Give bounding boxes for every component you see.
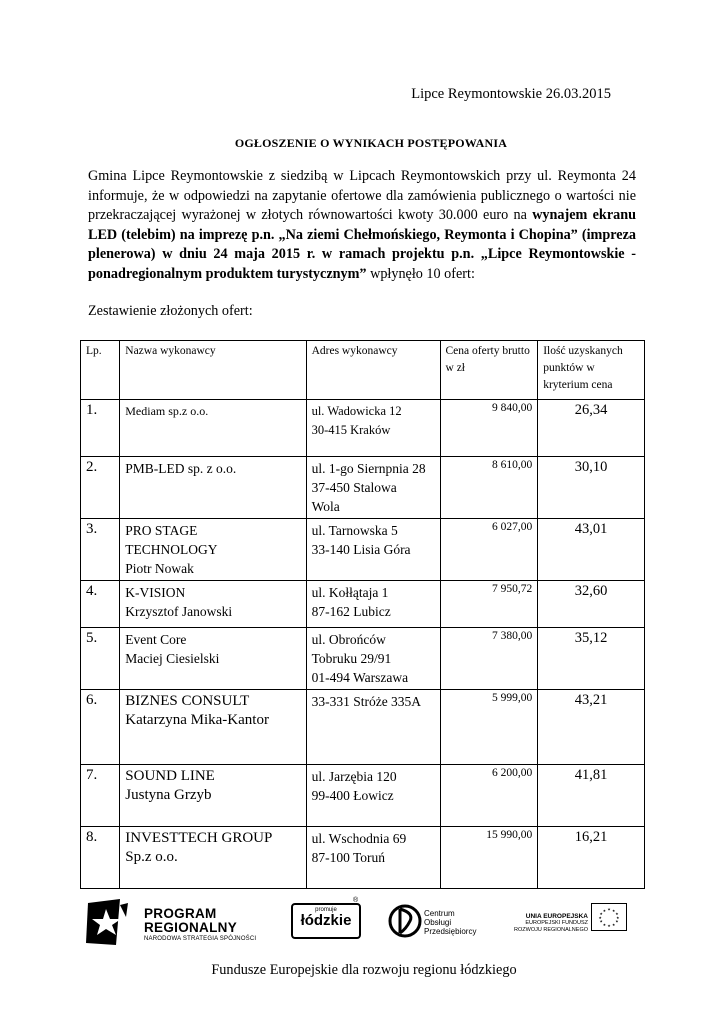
table-row xyxy=(81,690,645,765)
row-points: 32,60 xyxy=(538,581,645,628)
table-row xyxy=(81,457,645,519)
address-line: 01-494 Warszawa xyxy=(311,670,409,685)
svg-text:★: ★ xyxy=(616,915,620,920)
program-line-2: REGIONALNY xyxy=(144,920,238,935)
row-lp: 4. xyxy=(81,581,120,628)
row-lp: 3. xyxy=(81,519,120,581)
row-address xyxy=(306,690,440,765)
name-line: Event Core xyxy=(125,632,187,647)
name-line: Katarzyna Mika-Kantor xyxy=(125,712,269,728)
intro-text-end: wpłynęło 10 ofert: xyxy=(366,265,475,282)
table-row xyxy=(81,581,645,628)
row-name xyxy=(120,400,306,457)
svg-text:★: ★ xyxy=(611,922,616,927)
header-name: Nazwa wykonawcy xyxy=(120,341,306,400)
name-line: INVESTTECH GROUP xyxy=(125,830,273,846)
name-line: Piotr Nowak xyxy=(125,561,194,576)
name-line: Sp.z o.o. xyxy=(125,849,178,865)
offers-table xyxy=(80,340,645,889)
document-title: OGŁOSZENIE O WYNIKACH POSTĘPOWANIA xyxy=(234,136,508,150)
name-line: BIZNES CONSULT xyxy=(125,693,250,709)
header-points: Ilość uzyskanych punktów w kryterium cena xyxy=(538,341,645,400)
address-line: Tobruku 29/91 xyxy=(311,651,392,666)
eu-flag-icon xyxy=(591,903,627,931)
name-line: Krzysztof Janowski xyxy=(125,604,233,619)
row-name xyxy=(120,628,306,690)
name-line: PRO STAGE xyxy=(125,523,198,538)
row-points: 26,34 xyxy=(538,400,645,457)
address-line: ul. Tarnowska 5 xyxy=(311,523,398,538)
footer-text: Fundusze Europejskie dla rozwoju regionu łódzkiego xyxy=(211,962,517,978)
cop-line-1: Centrum xyxy=(424,909,455,918)
svg-text:★: ★ xyxy=(607,924,611,929)
lodz-promo-text: promuje xyxy=(315,907,337,913)
svg-text:★: ★ xyxy=(611,908,616,913)
row-price: 7 380,00 xyxy=(440,628,538,690)
eu-line-2: EUROPEJSKI FUNDUSZ xyxy=(525,920,588,926)
header-lp: Lp. xyxy=(81,341,120,400)
cop-line-2: Obsługi xyxy=(424,918,452,927)
row-points: 30,10 xyxy=(538,457,645,519)
address-line: 87-162 Lubicz xyxy=(311,604,391,619)
eu-line-3: ROZWOJU REGIONALNEGO xyxy=(514,926,588,933)
header-price: Cena oferty brutto w zł xyxy=(440,341,538,400)
program-regionalny-star-icon xyxy=(86,897,134,947)
eu-logo-text xyxy=(498,913,588,933)
row-name xyxy=(120,690,306,765)
row-address xyxy=(306,519,440,581)
row-name xyxy=(120,581,306,628)
svg-text:★: ★ xyxy=(602,908,607,913)
program-regionalny-text xyxy=(144,907,256,942)
row-price: 5 999,00 xyxy=(440,690,538,765)
row-price: 8 610,00 xyxy=(440,457,538,519)
table-row xyxy=(81,827,645,889)
table-header-row xyxy=(81,341,645,400)
name-line: PMB-LED sp. z o.o. xyxy=(125,461,237,476)
row-price: 6 027,00 xyxy=(440,519,538,581)
cop-logo-text xyxy=(424,909,476,936)
eu-line-1: UNIA EUROPEJSKA xyxy=(525,913,588,920)
cop-line-3: Przedsiębiorcy xyxy=(424,927,477,936)
intro-text-bold: wynajem ekranu LED (telebim) na imprezę p.n. „Na ziemi Chełmońskiego, Reymonta i Chopina” (impreza plenerowa) w dniu 24 maja 2015 r. w ramach projektu p.n. „Lipce Reymontowskie - ponadregionalnym produktem turystycznym” xyxy=(88,207,636,282)
row-address xyxy=(306,827,440,889)
program-regionalny-logo xyxy=(86,893,286,953)
table-row xyxy=(81,628,645,690)
intro-paragraph xyxy=(88,167,636,284)
row-points: 16,21 xyxy=(538,827,645,889)
table-row xyxy=(81,400,645,457)
address-line: ul. Jarzębia 120 xyxy=(311,769,397,784)
row-name xyxy=(120,827,306,889)
promuje-lodzkie-logo xyxy=(291,903,361,939)
intro-text-start: Gmina Lipce Reymontowskie z siedzibą w Lipcach Reymontowskich przy ul. Reymonta 24 informuje, że w odpowiedzi na zapytanie ofertowe dla zamówienia publicznego o wartości nie przekraczającej wyrażonej w złotych równowartości kwoty 30.000 euro na xyxy=(88,168,636,223)
row-name xyxy=(120,519,306,581)
svg-text:★: ★ xyxy=(602,922,607,927)
funding-logos-bar xyxy=(86,893,646,953)
name-line: Mediam sp.z o.o. xyxy=(125,404,209,418)
row-name xyxy=(120,765,306,827)
row-address xyxy=(306,457,440,519)
row-address xyxy=(306,628,440,690)
address-line: ul. Obrońców xyxy=(311,632,386,647)
svg-text:★: ★ xyxy=(599,919,603,924)
row-address xyxy=(306,400,440,457)
table-row xyxy=(81,519,645,581)
address-line: 37-450 Stalowa xyxy=(311,480,397,495)
row-price: 15 990,00 xyxy=(440,827,538,889)
svg-text:★: ★ xyxy=(599,912,603,917)
address-line: ul. Wadowicka 12 xyxy=(311,404,402,418)
document-date: Lipce Reymontowskie 26.03.2015 xyxy=(411,86,611,102)
lodz-name-text: łódzkie xyxy=(300,912,352,929)
address-line: 87-100 Toruń xyxy=(311,850,386,865)
row-lp: 2. xyxy=(81,457,120,519)
program-line-1: PROGRAM xyxy=(144,906,217,921)
name-line: TECHNOLOGY xyxy=(125,542,218,557)
registered-mark: ® xyxy=(353,897,359,904)
address-line: ul. Kołłątaja 1 xyxy=(311,585,389,600)
name-line: K-VISION xyxy=(125,585,186,600)
row-points: 35,12 xyxy=(538,628,645,690)
address-line: ul. 1-go Siernpnia 28 xyxy=(311,461,426,476)
table-row xyxy=(81,765,645,827)
address-line: 33-140 Lisia Góra xyxy=(311,542,411,557)
svg-text:★: ★ xyxy=(615,912,619,917)
row-lp: 6. xyxy=(81,690,120,765)
row-points: 41,81 xyxy=(538,765,645,827)
program-subtitle: NARODOWA STRATEGIA SPÓJNOŚCI xyxy=(144,936,257,942)
row-lp: 7. xyxy=(81,765,120,827)
row-price: 7 950,72 xyxy=(440,581,538,628)
row-points: 43,01 xyxy=(538,519,645,581)
address-line: 33-331 Stróże 335A xyxy=(311,694,422,709)
row-lp: 8. xyxy=(81,827,120,889)
header-address: Adres wykonawcy xyxy=(306,341,440,400)
svg-text:★: ★ xyxy=(598,915,602,920)
name-line: SOUND LINE xyxy=(125,768,215,784)
address-line: 30-415 Kraków xyxy=(311,423,391,437)
cop-logo-icon xyxy=(388,901,422,941)
row-address xyxy=(306,581,440,628)
row-name xyxy=(120,457,306,519)
name-line: Maciej Ciesielski xyxy=(125,651,220,666)
address-line: ul. Wschodnia 69 xyxy=(311,831,407,846)
address-line: 99-400 Łowicz xyxy=(311,788,394,803)
svg-text:★: ★ xyxy=(615,919,619,924)
row-address xyxy=(306,765,440,827)
row-lp: 5. xyxy=(81,628,120,690)
row-price: 9 840,00 xyxy=(440,400,538,457)
address-line: Wola xyxy=(311,499,340,514)
row-lp: 1. xyxy=(81,400,120,457)
name-line: Justyna Grzyb xyxy=(125,787,212,803)
summary-label: Zestawienie złożonych ofert: xyxy=(88,303,253,319)
row-price: 6 200,00 xyxy=(440,765,538,827)
svg-text:★: ★ xyxy=(607,907,611,912)
row-points: 43,21 xyxy=(538,690,645,765)
